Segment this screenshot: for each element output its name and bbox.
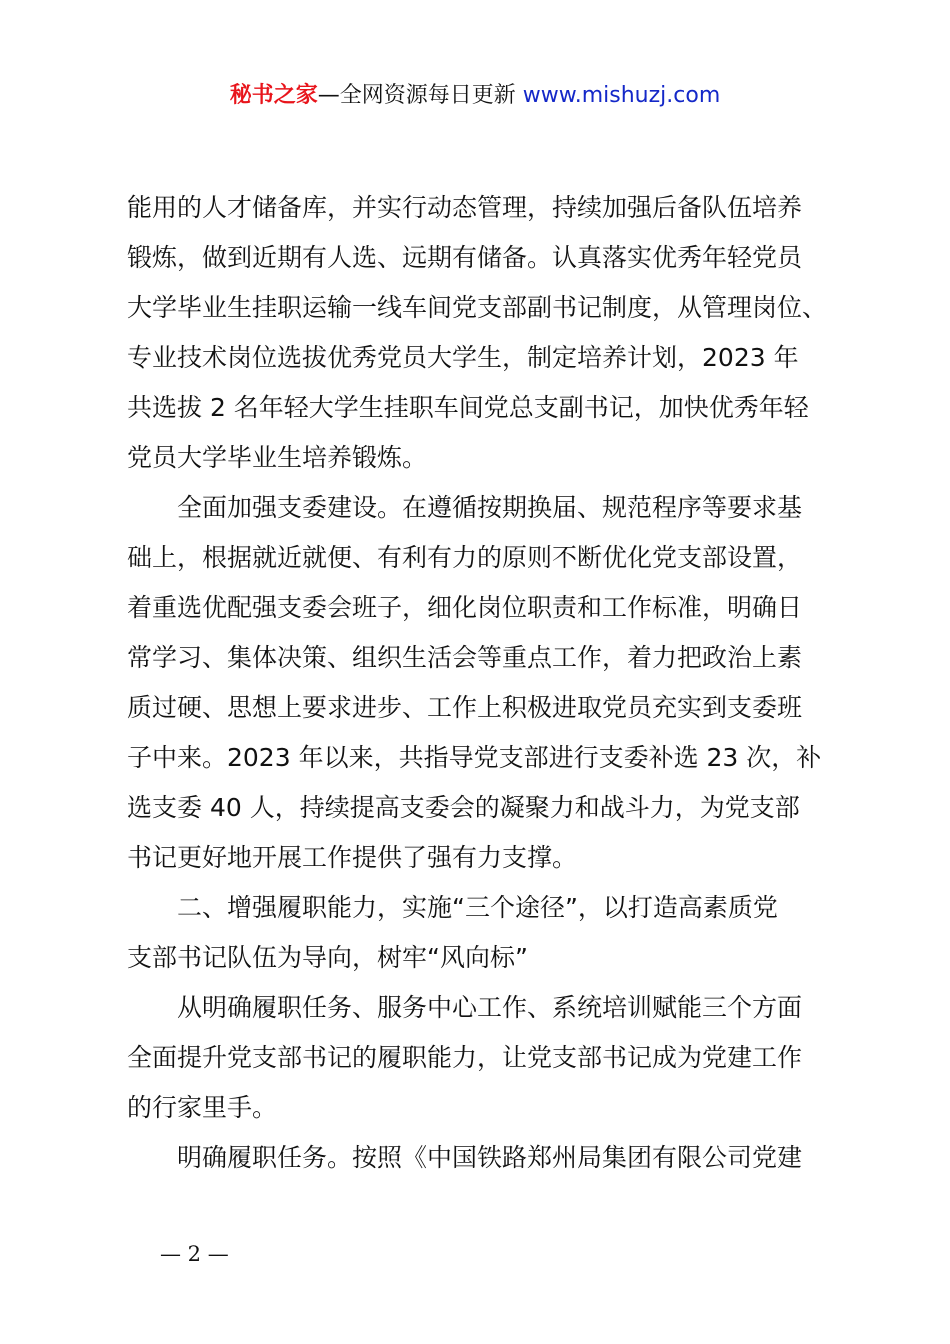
brand-name: 秘书之家 (229, 83, 318, 108)
text-line: 选支委 40 人，持续提高支委会的凝聚力和战斗力，为党支部 (127, 793, 800, 822)
site-url-link[interactable]: www.mishuzj.com (522, 83, 721, 108)
text-line: 全面提升党支部书记的履职能力，让党支部书记成为党建工作 (127, 1043, 803, 1072)
text-line: 从明确履职任务、服务中心工作、系统培训赋能三个方面 (127, 993, 803, 1022)
text-line: 子中来。2023 年以来，共指导党支部进行支委补选 23 次，补 (127, 743, 822, 772)
header-tagline: —全网资源每日更新 (317, 83, 516, 108)
text-line: 党员大学毕业生培养锻炼。 (127, 443, 428, 472)
text-line: 明确履职任务。按照《中国铁路郑州局集团有限公司党建 (127, 1143, 803, 1172)
text-line: 大学毕业生挂职运输一线车间党支部副书记制度，从管理岗位、 (127, 293, 828, 322)
text-line: 常学习、集体决策、组织生活会等重点工作，着力把政治上素 (127, 643, 803, 672)
text-line: 全面加强支委建设。在遵循按期换届、规范程序等要求基 (127, 493, 803, 522)
text-line: 能用的人才储备库，并实行动态管理，持续加强后备队伍培养 (127, 193, 803, 222)
text-line: 书记更好地开展工作提供了强有力支撑。 (127, 843, 578, 872)
text-line: 的行家里手。 (127, 1093, 278, 1122)
text-line: 锻炼，做到近期有人选、远期有储备。认真落实优秀年轻党员 (127, 243, 803, 272)
text-line: 共选拔 2 名年轻大学生挂职车间党总支副书记，加快优秀年轻 (127, 393, 809, 422)
document-body (127, 183, 837, 1183)
section-heading-line: 二、增强履职能力，实施“三个途径”，以打造高素质党 (127, 893, 778, 922)
text-line: 着重选优配强支委会班子，细化岗位职责和工作标准，明确日 (127, 593, 803, 622)
page-number: — 2 — (160, 1242, 229, 1266)
site-header (0, 80, 950, 112)
text-line: 专业技术岗位选拔优秀党员大学生，制定培养计划，2023 年 (127, 343, 799, 372)
section-heading-line: 支部书记队伍为导向，树牢“风向标” (127, 943, 528, 972)
text-line: 础上，根据就近就便、有利有力的原则不断优化党支部设置， (127, 543, 803, 572)
text-line: 质过硬、思想上要求进步、工作上积极进取党员充实到支委班 (127, 693, 803, 722)
